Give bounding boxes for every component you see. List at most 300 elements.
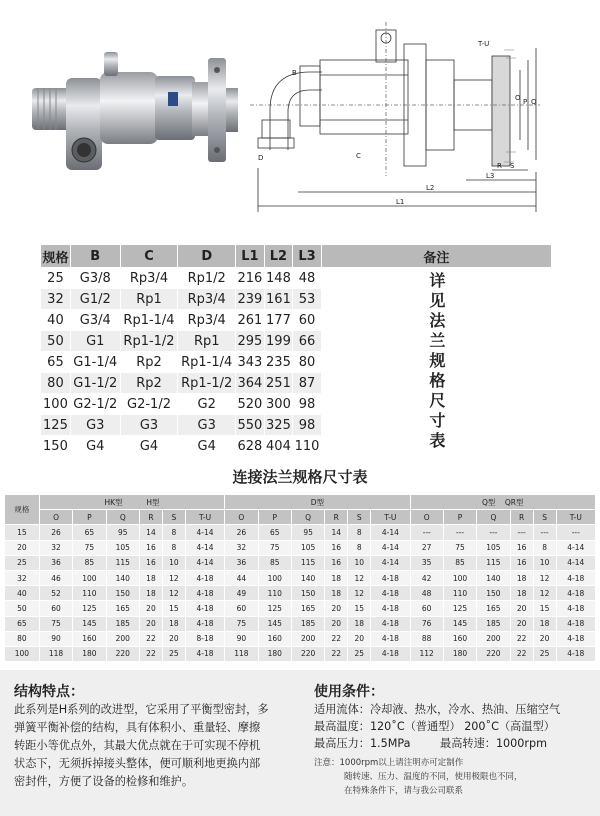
flange-cell: --- [510,525,533,540]
flange-cell: 14 [139,525,162,540]
flange-cell: 8 [348,540,371,555]
flange-cell: 180 [443,646,476,661]
spec-cell: Rp1-1/2 [178,373,236,394]
features-line: 弹簧平衡补偿的结构，具有体积小、重量轻、摩擦 [14,721,261,734]
spec-cell: 40 [41,310,71,331]
product-figure [0,0,600,235]
spec-cell: 550 [236,415,265,436]
spec-cell: 261 [236,310,265,331]
flange-cell: 90 [39,631,72,646]
flange-cell: 10 [533,555,556,570]
spec-cell: G3/4 [70,310,120,331]
flange-cell: 18 [325,586,348,601]
spec-note: 详见法兰规格尺寸表 [321,268,551,457]
spec-cell: 364 [236,373,265,394]
conditions-note: 注意：1000rpm以上请注明亦可定制作 [314,758,464,768]
flange-cell: 100 [73,570,106,585]
flange-cell: 80 [5,631,40,646]
flange-cell: 44 [225,570,258,585]
group-qr-label: QR型 [504,497,524,507]
flange-cell: 18 [325,570,348,585]
spec-cell: 110 [293,436,322,457]
flange-cell: 4-18 [371,631,410,646]
flange-cell: 4-18 [185,646,224,661]
spec-table-body [41,268,552,457]
flange-cell: 22 [139,646,162,661]
flange-cell: 60 [410,601,443,616]
flange-group-q-qr [410,495,596,510]
flange-cell: 4-18 [185,601,224,616]
spec-cell: Rp1-1/4 [178,352,236,373]
flange-cell: 145 [258,616,291,631]
spec-cell: 87 [293,373,322,394]
product-photo [32,52,238,170]
label-o: O [515,94,521,102]
label-tu: T-U [478,40,490,48]
flange-row [5,601,596,616]
flange-cell: 26 [225,525,258,540]
spec-cell: 98 [293,415,322,436]
flange-cell: 125 [443,601,476,616]
conditions-fluid: 适用流体：冷却液、热水，冷水、热油、压缩空气 [314,703,561,716]
flange-row [5,555,596,570]
flange-cell: 12 [162,570,185,585]
spec-cell: 161 [264,289,293,310]
spec-cell: Rp1-1/2 [120,331,178,352]
flange-cell: 35 [410,555,443,570]
flange-cell: 20 [325,601,348,616]
flange-cell: 22 [325,631,348,646]
label-s: S [510,162,515,170]
hero-section [0,0,600,235]
flange-row [5,540,596,555]
flange-cell: 185 [106,616,139,631]
spec-cell: Rp2 [120,373,178,394]
spec-cell: 300 [264,394,293,415]
flange-col-header: T-U [556,510,595,525]
flange-cell: 32 [225,540,258,555]
flange-cell: 150 [106,586,139,601]
flange-group-hk-h [39,495,224,510]
flange-cell: --- [477,525,510,540]
flange-cell: 90 [225,631,258,646]
flange-cell: 20 [510,616,533,631]
flange-cell: 65 [73,525,106,540]
spec-cell: G1 [70,331,120,352]
flange-cell: 15 [162,601,185,616]
flange-cell: 8-18 [185,631,224,646]
flange-col-row [5,510,596,525]
flange-cell: 200 [291,631,324,646]
spec-cell: 25 [41,268,71,289]
flange-cell: 185 [477,616,510,631]
flange-cell: 12 [533,570,556,585]
flange-cell: 95 [291,525,324,540]
flange-cell: 75 [73,540,106,555]
conditions-temp: 最高温度：120˚C（普通型） 200˚C（高温型） [314,720,555,733]
flange-cell: 4-18 [556,601,595,616]
flange-cell: 220 [106,646,139,661]
flange-cell: 165 [291,601,324,616]
spec-cell: 235 [264,352,293,373]
flange-cell: 15 [5,525,40,540]
spec-cell: G4 [120,436,178,457]
flange-cell: 4-14 [185,540,224,555]
flange-col-header: S [162,510,185,525]
flange-cell: 140 [477,570,510,585]
flange-cell: 14 [325,525,348,540]
flange-col-header: P [443,510,476,525]
flange-row [5,586,596,601]
spec-cell: 50 [41,331,71,352]
flange-cell: 110 [73,586,106,601]
spec-cell: Rp1 [178,331,236,352]
flange-cell: 4-14 [371,540,410,555]
flange-col-header: R [510,510,533,525]
label-l2: L2 [426,184,435,192]
spec-cell: G1/2 [70,289,120,310]
label-b: B [292,69,297,77]
flange-cell: 180 [73,646,106,661]
flange-cell: 76 [410,616,443,631]
flange-cell: 125 [258,601,291,616]
flange-cell: 150 [291,586,324,601]
spec-cell: 100 [41,394,71,415]
spec-cell: G2-1/2 [70,394,120,415]
flange-cell: 12 [348,586,371,601]
flange-cell: --- [533,525,556,540]
flange-cell: 20 [325,616,348,631]
spec-cell: Rp1-1/4 [120,310,178,331]
spec-cell: G1-1/2 [70,373,120,394]
flange-cell: 85 [258,555,291,570]
flange-cell: 4-18 [371,601,410,616]
spec-cell: 60 [293,310,322,331]
spec-col-header: L3 [293,245,322,268]
conditions-note: 随转速、压力、温度的不同，使用极限也不同， [344,772,523,782]
flange-cell: 15 [533,601,556,616]
flange-cell: 118 [39,646,72,661]
flange-table [4,494,596,662]
flange-cell: 4-14 [185,555,224,570]
conditions-note: 在特殊条件下，请与我公司联系 [344,786,464,796]
spec-cell: 325 [264,415,293,436]
spec-cell: 98 [293,394,322,415]
spec-cell: Rp1/2 [178,268,236,289]
spec-table [40,244,552,457]
spec-cell: 343 [236,352,265,373]
flange-cell: 4-14 [371,525,410,540]
flange-row [5,570,596,585]
flange-cell: 16 [510,555,533,570]
spec-cell: 48 [293,268,322,289]
flange-col-header: O [39,510,72,525]
flange-cell: 18 [510,570,533,585]
flange-cell: 18 [139,570,162,585]
flange-cell: 18 [162,616,185,631]
flange-cell: 4-14 [556,540,595,555]
flange-table-body [5,525,596,662]
label-d: D [258,154,264,162]
flange-cell: 18 [510,586,533,601]
spec-cell: Rp3/4 [178,310,236,331]
flange-cell: 118 [225,646,258,661]
spec-row [41,268,552,289]
flange-cell: 65 [258,525,291,540]
conditions-speed: 最高转速：1000rpm [440,737,548,750]
flange-cell: 100 [5,646,40,661]
flange-cell: 16 [325,555,348,570]
technical-drawing [250,22,540,212]
flange-cell: 115 [291,555,324,570]
flange-cell: 105 [477,540,510,555]
group-hk-label: HK型 [104,497,123,507]
flange-cell: 160 [258,631,291,646]
flange-cell: 20 [533,631,556,646]
flange-cell: 25 [348,646,371,661]
spec-cell: 53 [293,289,322,310]
flange-col-header: S [533,510,556,525]
spec-cell: G4 [178,436,236,457]
spec-col-header: B [70,245,120,268]
flange-cell: 4-14 [556,555,595,570]
features-line: 状态下，无须拆掉接头整体，便可顺利地更换内部 [14,757,261,770]
flange-cell: 4-18 [371,586,410,601]
flange-cell: 4-18 [556,631,595,646]
flange-cell: 4-18 [556,616,595,631]
spec-cell: G3 [178,415,236,436]
flange-row [5,646,596,661]
flange-cell: 4-14 [371,555,410,570]
flange-cell: 10 [162,555,185,570]
flange-cell: --- [410,525,443,540]
flange-cell: 32 [39,540,72,555]
spec-cell: Rp2 [120,352,178,373]
spec-cell: 199 [264,331,293,352]
flange-cell: 15 [348,601,371,616]
flange-cell: 22 [510,646,533,661]
spec-cell: G3 [70,415,120,436]
flange-cell: 32 [5,570,40,585]
flange-col-header: Q [106,510,139,525]
flange-cell: 18 [533,616,556,631]
flange-cell: 8 [162,525,185,540]
flange-cell: 49 [225,586,258,601]
flange-cell: 150 [477,586,510,601]
spec-col-header: 备注 [321,245,551,268]
flange-cell: 220 [291,646,324,661]
flange-cell: --- [443,525,476,540]
features-line: 密封件，方便了设备的检修和维护。 [14,775,194,788]
flange-cell: 95 [106,525,139,540]
flange-cell: 4-18 [371,570,410,585]
flange-col-header: O [410,510,443,525]
label-c: C [356,152,361,160]
flange-table-title: 连接法兰规格尺寸表 [232,468,368,486]
flange-cell: 27 [410,540,443,555]
flange-cell: 4-18 [556,570,595,585]
spec-cell: Rp1 [120,289,178,310]
flange-cell: 18 [348,616,371,631]
spec-cell: 520 [236,394,265,415]
flange-cell: 20 [348,631,371,646]
flange-cell: 36 [225,555,258,570]
spec-cell: 80 [41,373,71,394]
spec-cell: G4 [70,436,120,457]
spec-cell: 177 [264,310,293,331]
spec-cell: 404 [264,436,293,457]
flange-cell: 160 [73,631,106,646]
flange-cell: 8 [348,525,371,540]
flange-cell: 12 [162,586,185,601]
flange-cell: 18 [139,586,162,601]
flange-cell: 4-18 [556,646,595,661]
spec-cell: 216 [236,268,265,289]
flange-cell: 4-18 [185,570,224,585]
spec-cell: G1-1/4 [70,352,120,373]
flange-cell: 60 [39,601,72,616]
flange-cell: 65 [5,616,40,631]
flange-col-header: Q [291,510,324,525]
flange-col-header: R [325,510,348,525]
flange-cell: 85 [443,555,476,570]
flange-cell: 20 [510,601,533,616]
flange-cell: 42 [410,570,443,585]
label-l3: L3 [486,172,495,180]
features-body [14,701,304,791]
flange-cell: 4-18 [556,586,595,601]
spec-header-row [41,245,552,268]
spec-col-header: 规格 [41,245,71,268]
label-r: R [497,162,502,170]
flange-cell: 200 [106,631,139,646]
flange-cell: 88 [410,631,443,646]
flange-cell: 4-18 [185,616,224,631]
flange-cell: 115 [477,555,510,570]
label-q: Q [531,98,537,106]
flange-cell: 4-18 [371,616,410,631]
flange-cell: 20 [162,631,185,646]
flange-cell: 220 [477,646,510,661]
spec-cell: 150 [41,436,71,457]
flange-col-header: P [73,510,106,525]
spec-col-header: L1 [236,245,265,268]
flange-col-header: O [225,510,258,525]
flange-cell: 4-18 [371,646,410,661]
flange-cell: 115 [106,555,139,570]
spec-cell: 239 [236,289,265,310]
label-l1: L1 [396,198,405,206]
spec-cell: 66 [293,331,322,352]
flange-col-header: T-U [371,510,410,525]
flange-cell: 75 [39,616,72,631]
flange-cell: 100 [258,570,291,585]
flange-cell: 10 [348,555,371,570]
spec-cell: G3/8 [70,268,120,289]
spec-col-header: D [178,245,236,268]
flange-cell: 200 [477,631,510,646]
flange-cell: 112 [410,646,443,661]
flange-cell: 46 [39,570,72,585]
flange-cell: --- [556,525,595,540]
flange-cell: 75 [443,540,476,555]
flange-cell: 60 [225,601,258,616]
spec-cell: 125 [41,415,71,436]
flange-group-d [225,495,410,510]
flange-cell: 16 [510,540,533,555]
spec-cell: 32 [41,289,71,310]
flange-col-header: T-U [185,510,224,525]
flange-cell: 85 [73,555,106,570]
flange-cell: 4-18 [185,586,224,601]
flange-cell: 20 [139,616,162,631]
flange-cell: 25 [533,646,556,661]
flange-cell: 40 [5,586,40,601]
spec-col-header: L2 [264,245,293,268]
flange-cell: 16 [325,540,348,555]
flange-cell: 145 [73,616,106,631]
flange-row [5,631,596,646]
group-q-label: Q型 [481,497,496,507]
conditions-pressure: 最高压力：1.5MPa [314,737,411,750]
flange-cell: 145 [443,616,476,631]
flange-group-row [5,495,596,510]
flange-cell: 25 [162,646,185,661]
flange-cell: 8 [533,540,556,555]
flange-cell: 110 [258,586,291,601]
flange-col-header: P [258,510,291,525]
features-line: 转距小等优点外，其最大优点就在于可实现不停机 [14,739,261,752]
flange-rowhead: 规格 [5,495,40,525]
flange-cell: 20 [5,540,40,555]
flange-cell: 4-14 [185,525,224,540]
spec-cell: G2-1/2 [120,394,178,415]
flange-cell: 105 [291,540,324,555]
group-h-label: H型 [146,497,160,507]
flange-cell: 12 [348,570,371,585]
flange-cell: 8 [162,540,185,555]
flange-cell: 185 [291,616,324,631]
flange-col-header: S [348,510,371,525]
spec-cell: 251 [264,373,293,394]
flange-cell: 16 [139,540,162,555]
flange-cell: 165 [106,601,139,616]
flange-cell: 16 [139,555,162,570]
spec-cell: Rp3/4 [178,289,236,310]
flange-cell: 160 [443,631,476,646]
spec-cell: 295 [236,331,265,352]
flange-cell: 22 [510,631,533,646]
flange-cell: 75 [258,540,291,555]
flange-col-header: R [139,510,162,525]
flange-cell: 12 [533,586,556,601]
flange-cell: 36 [39,555,72,570]
spec-cell: 65 [41,352,71,373]
flange-row [5,525,596,540]
flange-cell: 48 [410,586,443,601]
spec-cell: G2 [178,394,236,415]
conditions-title: 使用条件： [314,684,384,700]
flange-row [5,616,596,631]
flange-cell: 100 [443,570,476,585]
flange-cell: 25 [5,555,40,570]
flange-cell: 165 [477,601,510,616]
label-p: P [523,98,528,106]
flange-cell: 26 [39,525,72,540]
spec-col-header: C [120,245,178,268]
spec-cell: Rp3/4 [120,268,178,289]
flange-cell: 110 [443,586,476,601]
